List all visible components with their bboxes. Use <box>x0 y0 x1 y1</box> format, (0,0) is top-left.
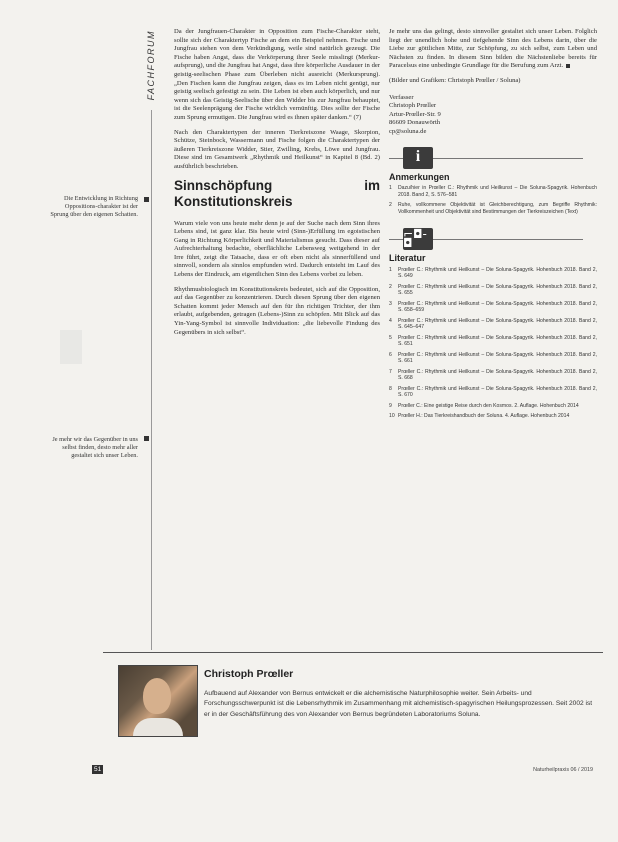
bio-text: Aufbauend auf Alexander von Bernus entwickelt er die alchemistische Naturphilosophie weiter. Sein Arbeits- und Forschungsschwerpunkt ist die Lebensrhythmik im Zusammenhang mit alchemistisch-spagyrischen Heilungsprozessen. Seit 2002 ist er in der Geschäftsführung des von Alexander von Bernus begründeten Laboratoriums Soluna. <box>204 690 593 718</box>
article-paragraph: Rhythmusbiologisch im Konstitutionskreis bedeutet, sich auf die Opposition, auf das Gegenüber zu konzentrieren. Durch diesen Sprung über den eigenen Schatten kommt jeder Mensch auf den für ihn richtigen Trichter, der ihm erlaubt, aufgebenden, getragen (Lebens-)Sinn zu schöpfen. Mit Blick auf das Yin-Yang-Symbol ist sinnvolle Individuation: „die liebevolle Findung des Gegenübers in sich selbst“. <box>174 285 380 336</box>
reference-text: Ruhe, vollkommene Objektivität ist Gleichberechtigung, zum Begriffe Rhythmik: Vollkommenheit und Objektivität sind Bestimmungen der Tierkreiszeichen (Text) <box>398 202 597 216</box>
reference-item <box>389 318 597 332</box>
notes-list <box>389 185 597 216</box>
reference-number: 1 <box>389 266 392 273</box>
reference-item <box>389 301 597 315</box>
reference-text: Prœller C.: Rhythmik und Heilkunst – Die Soluna-Spagyrik. Hohenbuch 2018. Band 2, S. 649 <box>398 266 597 280</box>
literature-list <box>389 267 597 420</box>
quote-marker-icon <box>144 436 149 441</box>
notes-title: Anmerkungen <box>389 171 450 182</box>
bio-name: Christoph Prœller <box>204 668 294 680</box>
reference-item <box>389 369 597 383</box>
article-column-right <box>389 28 597 423</box>
reference-text: Prœller C.: Rhythmik und Heilkunst – Die Soluna-Spagyrik. Hohenbuch 2018. Band 2, S. 655 <box>398 283 597 297</box>
section-label: FACHFORUM <box>146 30 156 101</box>
info-icon: i <box>403 147 433 169</box>
magazine-issue: Naturheilpraxis 06 / 2019 <box>533 767 593 773</box>
reference-text: Prœller C.: Rhythmik und Heilkunst – Die Soluna-Spagyrik. Hohenbuch 2018. Band 2, S. 651 <box>398 334 597 348</box>
article-column-left <box>174 28 380 343</box>
author-street: Artur-Prœller-Str. 9 <box>389 110 441 118</box>
reference-number: 9 <box>389 402 392 409</box>
reference-text: Prœller C.: Rhythmik und Heilkunst – Die Soluna-Spagyrik. Hohenbuch 2018. Band 2, S. 661 <box>398 351 597 365</box>
end-of-article-icon <box>566 64 570 68</box>
glasses-icon: ⌐◘-◘ <box>403 228 433 250</box>
reference-item <box>389 185 597 199</box>
author-city: 86609 Donauwörth <box>389 119 441 127</box>
reference-item <box>389 284 597 298</box>
paper-smudge <box>60 330 82 364</box>
reference-text: Prœller C.: Eine geistige Reise durch den Kosmos. 2. Auflage. Hohenbuch 2014 <box>398 402 579 409</box>
author-photo <box>118 665 198 737</box>
reference-number: 2 <box>389 202 392 209</box>
pull-quote: Je mehr wir das Gegenüber in uns selbst finden, desto mehr aller gestaltet sich unser Leben. <box>52 436 138 460</box>
reference-text: Dazu/hier in Prœller C.: Rhythmik und Heilkunst – Die Soluna-Spagyrik. Hohenbuch 2018. Band 2, S. 576–581 <box>398 185 597 199</box>
quote-marker-icon <box>144 197 149 202</box>
reference-item <box>389 352 597 366</box>
bio-divider <box>103 652 603 653</box>
reference-number: 7 <box>389 368 392 375</box>
article-paragraph: Nach den Charaktertypen der inneren Tierkreiszone Waage, Skorpion, Schütze, Steinbock, Wassermann und Fische folgen die Charaktertypen der äußeren Tierkreiszone Widder, Stier, Zwilling, Krebs, Löwe und Jungfrau. Diese sind im Gesamtwerk „Rhythmik und Heilkunst“ in Kapitel 8 (Bd. 2) ausführlich beschrieben. <box>174 128 380 170</box>
image-credit: (Bilder und Grafiken: Christoph Prœller / Soluna) <box>389 76 521 84</box>
reference-number: 2 <box>389 283 392 290</box>
literature-title: Literatur <box>389 252 426 263</box>
reference-text: Prœller C.: Rhythmik und Heilkunst – Die Soluna-Spagyrik. Hohenbuch 2018. Band 2, S. 670 <box>398 385 597 399</box>
author-name: Christoph Prœller <box>389 102 437 110</box>
reference-text: Prœller H.: Das Tierkreishandbuch der Soluna. 4. Auflage. Hohenbuch 2014 <box>398 412 570 419</box>
reference-item <box>389 267 597 281</box>
reference-text: Prœller C.: Rhythmik und Heilkunst – Die Soluna-Spagyrik. Hohenbuch 2018. Band 2, S. 658–659 <box>398 300 597 314</box>
margin-rule <box>151 110 152 650</box>
reference-item <box>389 335 597 349</box>
reference-number: 8 <box>389 385 392 392</box>
article-paragraph: Da der Jungfrauen-Charakter in Opposition zum Fische-Charakter steht, sollte sich der Charaktertyp Fische an dem ein Beispiel nehmen. Fische und Jungfrau stehen von dem Verkündigung, weile sind natürlich gezeugt. Die Fische haben Angst, dass die Verkörperung ihrer Seele misslingt (Merkur-aufsprung), und die Jungfrau hat Angst, dass ihre körperliche Ausdauer in der geistig-seelischen Phase zum Überleben nicht ausreicht (Merkursprung). „Den Fischen kann die Jungfrau zeigen, dass es im Leben nicht genügt, nur geistig seelisch gefestigt zu sein. Die Leben ist eben auch körperlich, und nur wenn sich das Geistig-Seelische über den Widder bis zur Jungfrau behauptet, ist die Seelenprägung der Fische wirklich vernünftig. Dies sollte der Fische zum Sprung ermutigen. Die Jungfrau wird es ihnen später danken.“ (7) <box>174 28 380 121</box>
reference-number: 1 <box>389 185 392 192</box>
author-contact: cp@soluna.de <box>389 127 427 135</box>
reference-number: 5 <box>389 334 392 341</box>
reference-number: 10 <box>389 412 395 419</box>
reference-item <box>389 403 597 410</box>
reference-number: 6 <box>389 351 392 358</box>
reference-item <box>389 386 597 400</box>
page-number: 51 <box>94 766 102 773</box>
pull-quote: Die Entwicklung in Richtung Oppositions-charakter ist der Sprung über den eigenen Schatten. <box>50 195 138 219</box>
author-block <box>389 94 597 137</box>
reference-number: 3 <box>389 300 392 307</box>
reference-text: Prœller C.: Rhythmik und Heilkunst – Die Soluna-Spagyrik. Hohenbuch 2018. Band 2, S. 645–647 <box>398 317 597 331</box>
author-label: Verfasser <box>389 93 414 101</box>
reference-number: 4 <box>389 317 392 324</box>
reference-item <box>389 413 597 420</box>
reference-text: Prœller C.: Rhythmik und Heilkunst – Die Soluna-Spagyrik. Hohenbuch 2018. Band 2, S. 668 <box>398 368 597 382</box>
section-heading: Sinnschöpfung im Konstitutionskreis <box>174 177 380 209</box>
reference-item <box>389 202 597 216</box>
article-paragraph: Je mehr uns das gelingt, desto sinnvoller gestaltet sich unser Leben. Folglich liegt der unendlich hohe und tiefgehende Sinn des Lebens darin, über die Liebe zur göttlichen Mitte, zur Schöpfung, zu sich selbst, zum Leben und Nächsten zu finden. In diesem Sinn bilden die Nächstenliebe bereits für Paracelsus eine unbedingte Grundlage für die Berufung zum Arzt. <box>389 28 597 70</box>
article-paragraph: Warum viele von uns heute mehr denn je auf der Suche nach dem Sinn ihres Lebens sind, ist ganz klar. Bis heute wird (Sinn-)Erfüllung im egoistischen Gang in Richtung Körperlichkeit und Materialismus gesucht. Dass dieser auf Aufrechterhaltung bedachte, oberflächliche Lebensweg weitgehend in der Irre führt, zeigt die Tatsache, dass er oft eben nicht als sinnerfüllend und sinnvoll, sondern als sinnlos empfunden wird. Dadurch entsteht im Lauf des Lebens der Eindruck, am eigentlichen Sinn des Lebens vorbei zu leben. <box>174 219 380 279</box>
